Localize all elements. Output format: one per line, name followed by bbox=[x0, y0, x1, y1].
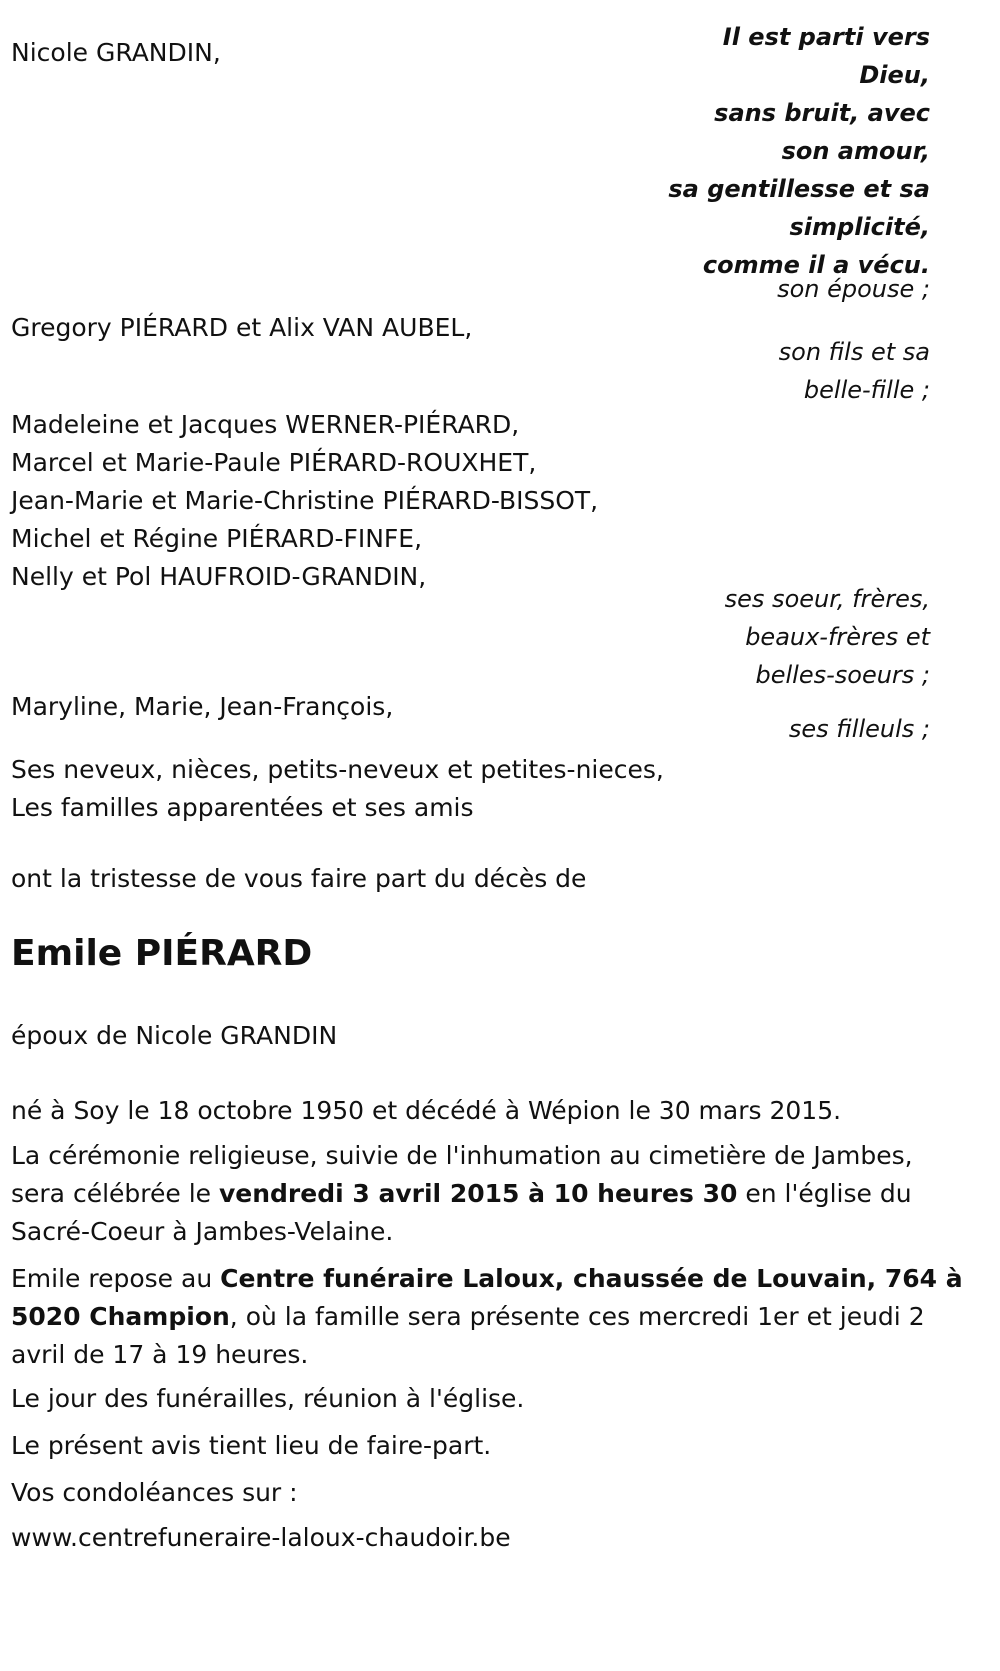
announcement: ont la tristesse de vous faire part du décès de bbox=[11, 864, 587, 893]
role-line: son fils et sa bbox=[778, 338, 930, 366]
condolences-label: Vos condoléances sur : bbox=[11, 1478, 298, 1507]
birth-death-line: né à Soy le 18 octobre 1950 et décédé à Wépion le 30 mars 2015. bbox=[11, 1096, 842, 1125]
quote-line: sans bruit, avec bbox=[714, 99, 930, 127]
repose-text: Emile repose au bbox=[11, 1264, 221, 1293]
role-line: ses soeur, frères, bbox=[724, 585, 930, 613]
family-name: Jean-Marie et Marie-Christine PIÉRARD-BISSOT, bbox=[11, 486, 599, 515]
quote-line: son amour, bbox=[781, 137, 930, 165]
family-name: Marcel et Marie-Paule PIÉRARD-ROUXHET, bbox=[11, 448, 537, 477]
family-role bbox=[725, 580, 930, 694]
role-line: belles-soeurs ; bbox=[755, 661, 930, 689]
spouse-line: époux de Nicole GRANDIN bbox=[11, 1021, 338, 1050]
quote-line: sa gentillesse et sa bbox=[668, 175, 930, 203]
family-name: Nicole GRANDIN, bbox=[11, 38, 221, 67]
repose-visiting-hours: , où la famille sera présente ces mercredi 1er et jeudi 2 avril de 17 à 19 heures. bbox=[11, 1302, 925, 1369]
funeral-day-line: Le jour des funérailles, réunion à l'église. bbox=[11, 1384, 525, 1413]
memorial-quote bbox=[630, 18, 930, 284]
family-name: Madeleine et Jacques WERNER-PIÉRARD, bbox=[11, 410, 520, 439]
repose-paragraph bbox=[11, 1260, 971, 1374]
quote-line: Dieu, bbox=[859, 61, 930, 89]
role-line: ses filleuls ; bbox=[788, 715, 930, 743]
family-name: Gregory PIÉRARD et Alix VAN AUBEL, bbox=[11, 313, 473, 342]
role-line: son épouse ; bbox=[777, 275, 930, 303]
quote-line: simplicité, bbox=[789, 213, 930, 241]
family-names-extended bbox=[11, 751, 664, 827]
family-role bbox=[777, 274, 930, 304]
ceremony-paragraph bbox=[11, 1137, 971, 1251]
deceased-name: Emile PIÉRARD bbox=[11, 933, 313, 974]
notice-line: Le présent avis tient lieu de faire-part. bbox=[11, 1431, 492, 1460]
repose-address: Centre funéraire Laloux, chaussée de Louvain, 764 à 5020 Champion bbox=[11, 1264, 963, 1331]
family-role bbox=[779, 333, 930, 409]
family-role bbox=[789, 714, 930, 744]
family-name: Ses neveux, nièces, petits-neveux et petites-nieces, bbox=[11, 755, 664, 784]
quote-line: comme il a vécu. bbox=[702, 251, 930, 279]
family-name: Maryline, Marie, Jean-François, bbox=[11, 692, 394, 721]
role-line: belle-fille ; bbox=[803, 376, 930, 404]
quote-line: Il est parti vers bbox=[722, 23, 930, 51]
family-name: Michel et Régine PIÉRARD-FINFE, bbox=[11, 524, 423, 553]
family-names-siblings bbox=[11, 406, 598, 596]
ceremony-location: en l'église du Sacré-Coeur à Jambes-Velaine. bbox=[11, 1179, 912, 1246]
ceremony-text: La cérémonie religieuse, suivie de l'inhumation au cimetière de Jambes, sera célébrée le bbox=[11, 1141, 913, 1208]
family-name: Les familles apparentées et ses amis bbox=[11, 793, 474, 822]
website-link[interactable]: www.centrefuneraire-laloux-chaudoir.be bbox=[11, 1523, 511, 1552]
role-line: beaux-frères et bbox=[745, 623, 930, 651]
ceremony-date: vendredi 3 avril 2015 à 10 heures 30 bbox=[218, 1179, 738, 1208]
family-name: Nelly et Pol HAUFROID-GRANDIN, bbox=[11, 562, 427, 591]
